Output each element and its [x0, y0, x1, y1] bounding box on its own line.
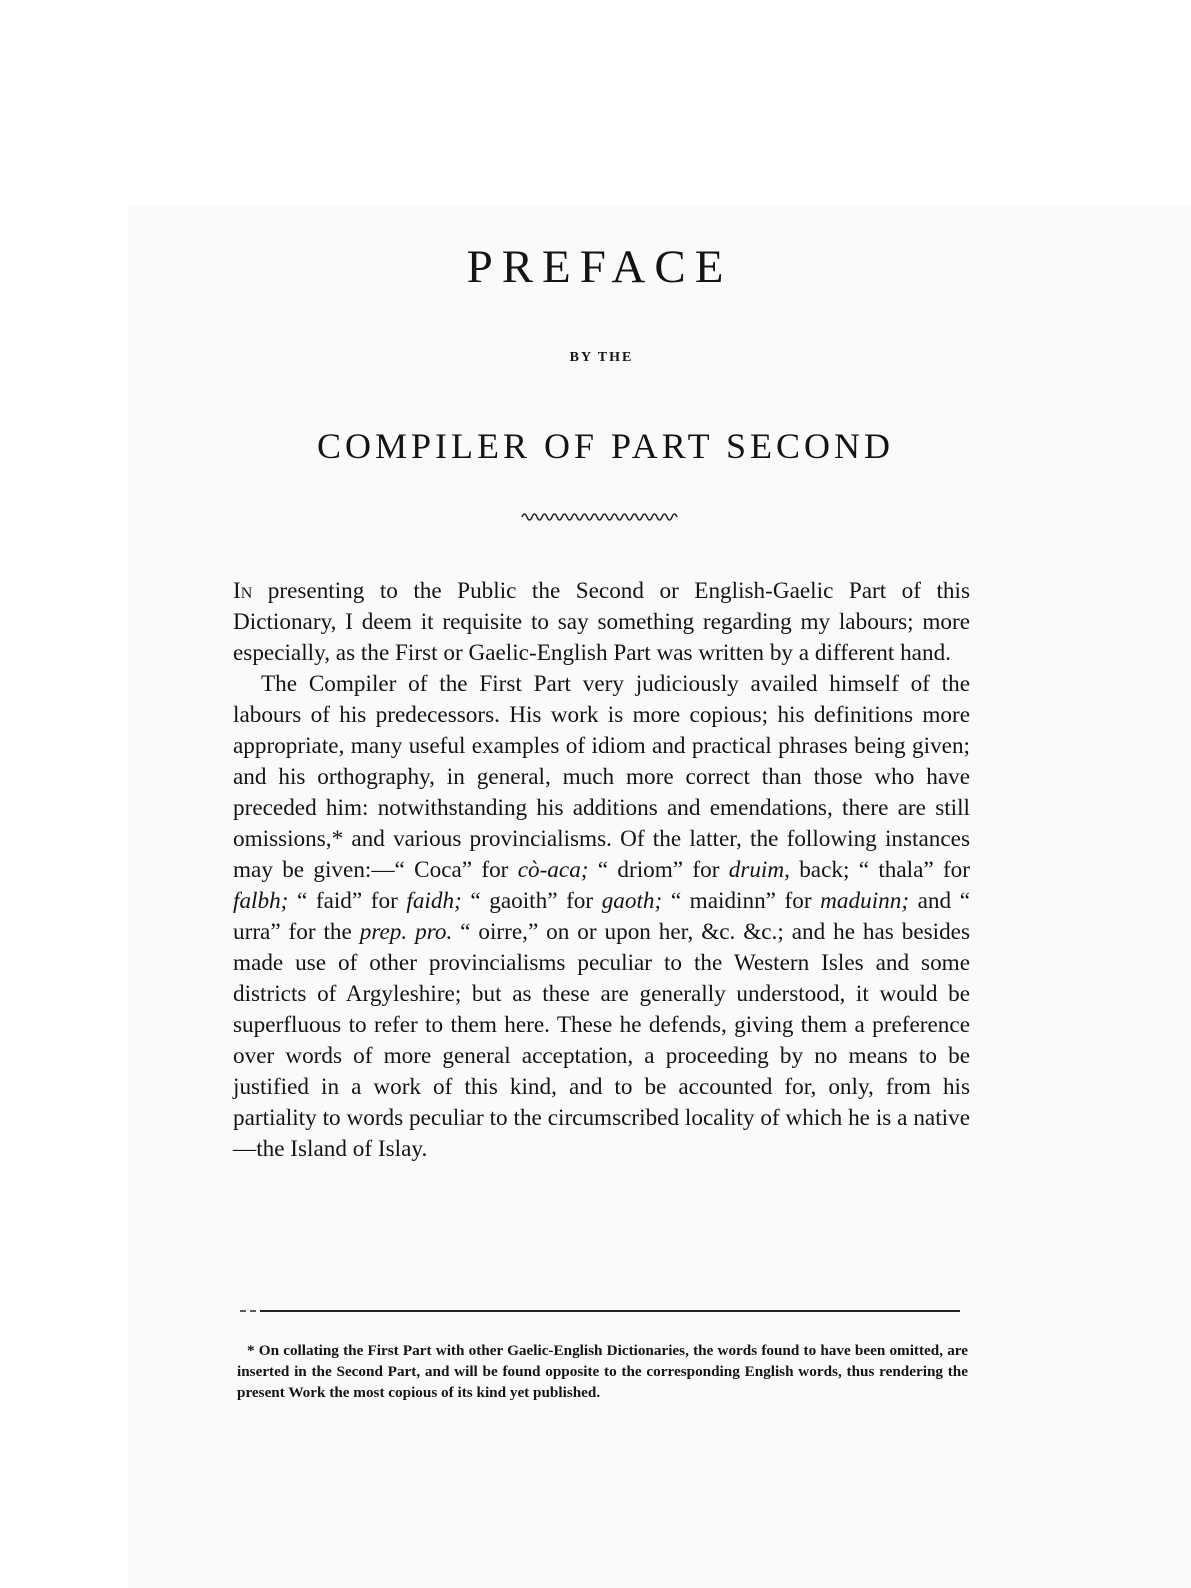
footnote-divider — [240, 1308, 960, 1314]
abbreviation-prep-pro: prep. pro. — [359, 919, 453, 945]
paragraph-2 — [233, 669, 970, 1165]
preface-body — [233, 576, 970, 1165]
paragraph-2-text-1: The Compiler of the First Part very judiciously availed himself of the labours of his predecessors. His work is more copious; his definitions more appropriate, many useful examples of idiom and practical phrases being given; and his orthography, in general, much more correct than those who have preceded him: notwithstanding his additions and emendations, there are still omissions,* and various provincialisms. Of the latter, the following instances may be given:—“ Coca” for — [233, 671, 970, 883]
drop-initial: In — [233, 578, 253, 604]
paragraph-2-text-6: “ maidinn” for — [662, 888, 821, 914]
paragraph-2-text-5: “ gaoith” for — [461, 888, 602, 914]
gaelic-word-falbh: falbh; — [233, 888, 289, 914]
footnote — [237, 1340, 968, 1403]
gaelic-word-maduinn: maduinn; — [820, 888, 910, 914]
paragraph-1-text: presenting to the Public the Second or English-Gaelic Part of this Dictionary, I deem it requisite to say something regarding my labours; more especially, as the First or Gaelic-English Part was written by a different hand. — [233, 578, 970, 666]
paragraph-2-text-4: “ faid” for — [288, 888, 407, 914]
paragraph-2-text-2: “ driom” for — [588, 857, 729, 883]
page-subtitle: COMPILER OF PART SECOND — [317, 426, 894, 466]
gaelic-word-coaca: cò-aca; — [517, 857, 589, 883]
paragraph-2-text-8: “ oirre,” on or upon her, &c. &c.; and he has besides made use of other provincialisms peculiar to the Western Isles and some districts of Argyleshire; but as these are generally understood, it would be superfluous to refer to them here. These he defends, giving them a preference over words of more general acceptation, a proceeding by no means to be justified in a work of this kind, and to be accounted for, only, from his partiality to words peculiar to the circumscribed locality of which he is a native—the Island of Islay. — [233, 919, 970, 1162]
paragraph-2-text-3: back; “ thala” for — [789, 857, 970, 883]
gaelic-word-gaoth: gaoth; — [601, 888, 663, 914]
gaelic-word-druim: druim, — [728, 857, 790, 883]
paragraph-1 — [233, 576, 970, 669]
paragraph-2-text-7: and “ urra” for the — [233, 888, 970, 945]
ornamental-rule — [520, 508, 680, 522]
footnote-text: * On collating the First Part with other Gaelic-English Dictionaries, the words found to have been omitted, are inserted in the Second Part, and will be found opposite to the corresponding English words, thus rendering the present Work the most copious of its kind yet published. — [237, 1342, 968, 1401]
by-line: BY THE — [569, 350, 634, 365]
page-title: PREFACE — [466, 241, 733, 293]
gaelic-word-faidh: faidh; — [406, 888, 462, 914]
